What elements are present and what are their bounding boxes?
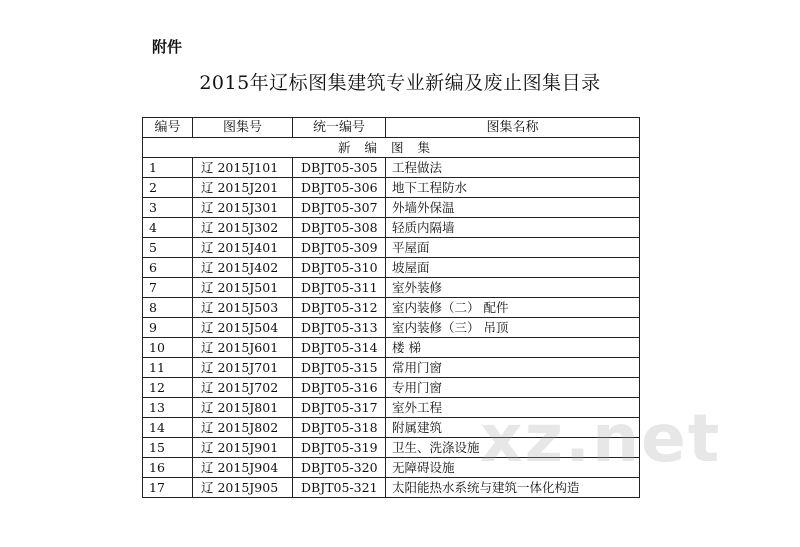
cell-atlas-name: 无障碍设施 [386, 458, 640, 478]
cell-atlas-code: 辽 2015J801 [193, 398, 293, 418]
cell-unified-code: DBJT05-307 [293, 198, 386, 218]
cell-unified-code: DBJT05-305 [293, 158, 386, 178]
cell-atlas-code: 辽 2015J905 [193, 478, 293, 498]
cell-atlas-code: 辽 2015J904 [193, 458, 293, 478]
table-row [143, 278, 640, 298]
cell-unified-code: DBJT05-310 [293, 258, 386, 278]
page-title: 2015年辽标图集建筑专业新编及废止图集目录 [199, 72, 601, 94]
cell-atlas-code: 辽 2015J401 [193, 238, 293, 258]
table-row [143, 258, 640, 278]
table-row [143, 238, 640, 258]
table-row [143, 318, 640, 338]
cell-atlas-code: 辽 2015J901 [193, 438, 293, 458]
cell-atlas-name: 外墙外保温 [386, 198, 640, 218]
table-row [143, 158, 640, 178]
cell-atlas-name: 专用门窗 [386, 378, 640, 398]
table-header-row [143, 118, 640, 138]
cell-number: 2 [143, 178, 193, 198]
section-row [143, 138, 640, 158]
cell-atlas-code: 辽 2015J802 [193, 418, 293, 438]
cell-atlas-name: 地下工程防水 [386, 178, 640, 198]
cell-unified-code: DBJT05-308 [293, 218, 386, 238]
cell-atlas-name: 室内装修（三） 吊顶 [386, 318, 640, 338]
cell-atlas-code: 辽 2015J504 [193, 318, 293, 338]
table-row [143, 358, 640, 378]
cell-atlas-name: 室内装修（二） 配件 [386, 298, 640, 318]
table-row [143, 478, 640, 498]
table-row [143, 298, 640, 318]
cell-atlas-code: 辽 2015J101 [193, 158, 293, 178]
cell-unified-code: DBJT05-314 [293, 338, 386, 358]
attachment-label: 附件 [152, 38, 183, 56]
header-unified-code: 统一编号 [293, 118, 386, 138]
header-number: 编号 [143, 118, 193, 138]
cell-atlas-name: 平屋面 [386, 238, 640, 258]
cell-unified-code: DBJT05-311 [293, 278, 386, 298]
header-atlas-name: 图集名称 [386, 118, 640, 138]
cell-atlas-name: 坡屋面 [386, 258, 640, 278]
cell-atlas-code: 辽 2015J302 [193, 218, 293, 238]
cell-number: 14 [143, 418, 193, 438]
cell-number: 5 [143, 238, 193, 258]
cell-atlas-code: 辽 2015J702 [193, 378, 293, 398]
cell-atlas-code: 辽 2015J503 [193, 298, 293, 318]
cell-number: 7 [143, 278, 193, 298]
table-row [143, 198, 640, 218]
cell-unified-code: DBJT05-318 [293, 418, 386, 438]
cell-atlas-name: 楼 梯 [386, 338, 640, 358]
section-label: 新编图集 [143, 138, 640, 158]
table-row [143, 458, 640, 478]
table-row [143, 418, 640, 438]
cell-atlas-name: 室外工程 [386, 398, 640, 418]
cell-atlas-name: 室外装修 [386, 278, 640, 298]
cell-atlas-name: 工程做法 [386, 158, 640, 178]
cell-atlas-code: 辽 2015J301 [193, 198, 293, 218]
cell-unified-code: DBJT05-316 [293, 378, 386, 398]
cell-atlas-name: 轻质内隔墙 [386, 218, 640, 238]
table-row [143, 378, 640, 398]
cell-number: 12 [143, 378, 193, 398]
table-row [143, 338, 640, 358]
watermark: xz.net [480, 400, 722, 477]
cell-unified-code: DBJT05-315 [293, 358, 386, 378]
cell-number: 3 [143, 198, 193, 218]
table-row [143, 178, 640, 198]
cell-number: 15 [143, 438, 193, 458]
cell-unified-code: DBJT05-313 [293, 318, 386, 338]
catalog-table [142, 117, 640, 498]
table-row [143, 438, 640, 458]
cell-unified-code: DBJT05-312 [293, 298, 386, 318]
cell-unified-code: DBJT05-319 [293, 438, 386, 458]
cell-unified-code: DBJT05-309 [293, 238, 386, 258]
cell-number: 9 [143, 318, 193, 338]
cell-number: 6 [143, 258, 193, 278]
cell-number: 17 [143, 478, 193, 498]
cell-number: 13 [143, 398, 193, 418]
cell-atlas-code: 辽 2015J601 [193, 338, 293, 358]
cell-unified-code: DBJT05-306 [293, 178, 386, 198]
cell-number: 16 [143, 458, 193, 478]
cell-unified-code: DBJT05-321 [293, 478, 386, 498]
cell-unified-code: DBJT05-317 [293, 398, 386, 418]
cell-atlas-name: 太阳能热水系统与建筑一体化构造 [386, 478, 640, 498]
cell-number: 1 [143, 158, 193, 178]
cell-atlas-code: 辽 2015J201 [193, 178, 293, 198]
header-atlas-code: 图集号 [193, 118, 293, 138]
table-row [143, 398, 640, 418]
cell-atlas-name: 常用门窗 [386, 358, 640, 378]
cell-atlas-code: 辽 2015J402 [193, 258, 293, 278]
cell-number: 4 [143, 218, 193, 238]
cell-atlas-name: 附属建筑 [386, 418, 640, 438]
table-row [143, 218, 640, 238]
cell-number: 8 [143, 298, 193, 318]
cell-atlas-code: 辽 2015J701 [193, 358, 293, 378]
cell-unified-code: DBJT05-320 [293, 458, 386, 478]
cell-atlas-code: 辽 2015J501 [193, 278, 293, 298]
cell-atlas-name: 卫生、洗涤设施 [386, 438, 640, 458]
cell-number: 11 [143, 358, 193, 378]
cell-number: 10 [143, 338, 193, 358]
